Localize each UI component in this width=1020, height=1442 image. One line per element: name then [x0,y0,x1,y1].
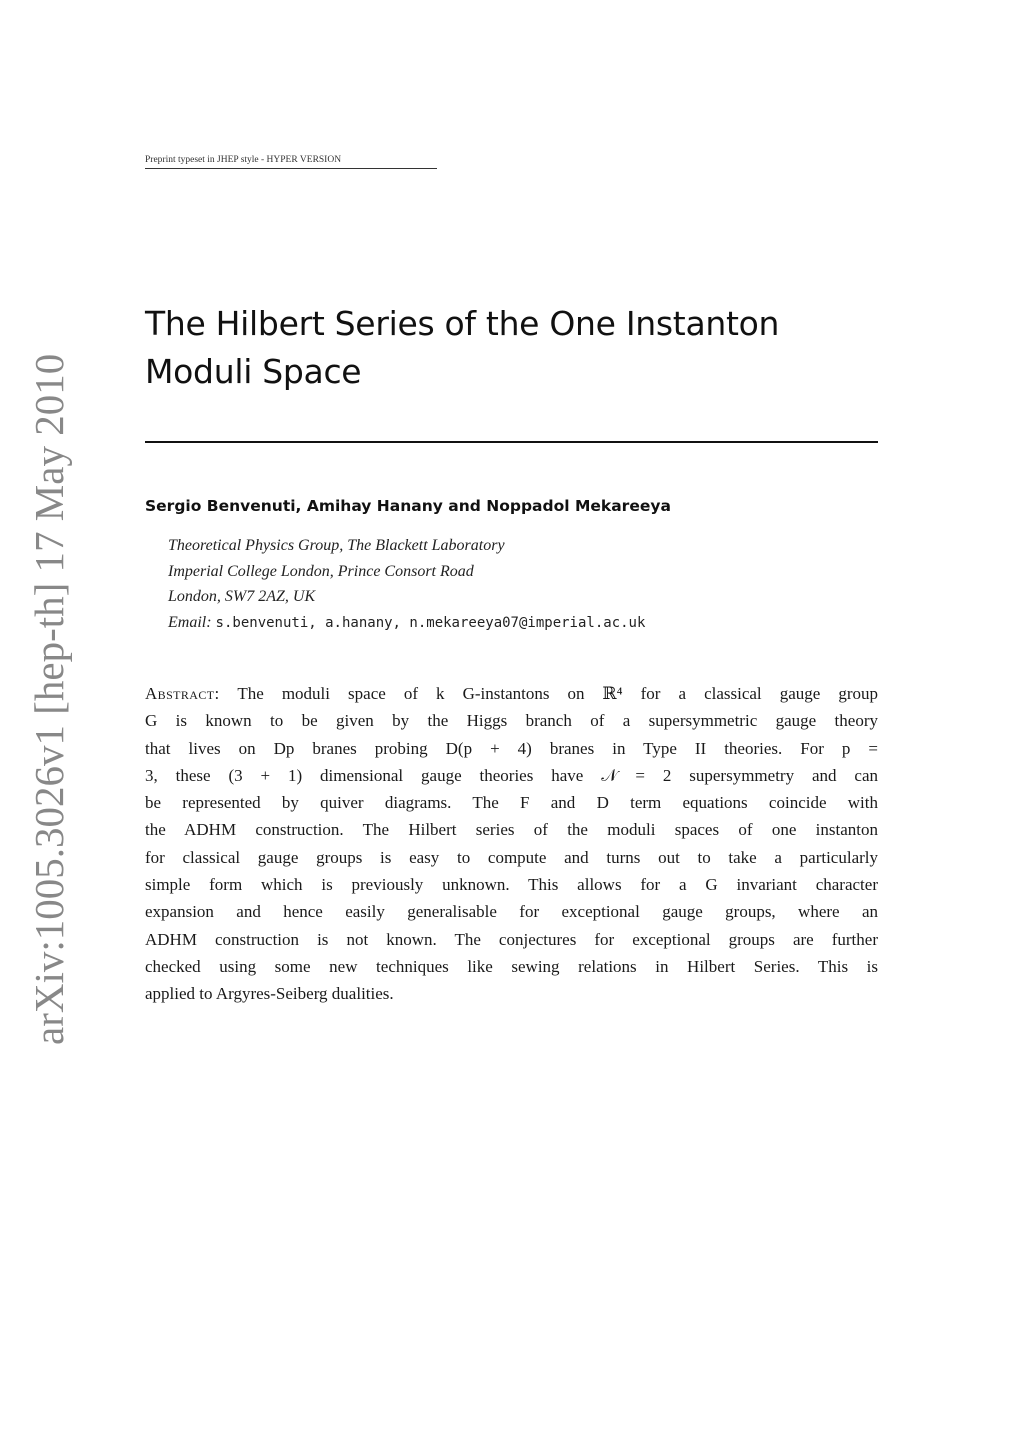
email-label: Email: [168,613,212,631]
author-list: Sergio Benvenuti, Amihay Hanany and Noppadol Mekareeya [145,497,671,515]
title-line-2: Moduli Space [145,352,362,391]
arxiv-sidebar-stamp: arXiv:1005.3026v1 [hep-th] 17 May 2010 [26,353,72,1045]
abstract-line: ADHM construction is not known. The conjectures for exceptional groups are further [145,929,878,949]
title-line-1: The Hilbert Series of the One Instanton [145,304,780,343]
abstract-line-text: The moduli space of k G-instantons on ℝ⁴ for a classical gauge group [237,684,878,703]
abstract-line: G is known to be given by the Higgs branch of a supersymmetric gauge theory [145,711,878,731]
affiliation-line-2: Imperial College London, Prince Consort Road [168,562,474,580]
abstract-line: the ADHM construction. The Hilbert series of the moduli spaces of one instanton [145,820,878,840]
abstract-line: be represented by quiver diagrams. The F and D term equations coincide with [145,793,878,813]
abstract-line: 3, these (3 + 1) dimensional gauge theories have 𝒩 = 2 supersymmetry and can [145,765,878,785]
abstract [145,680,878,1008]
abstract-line [145,680,878,707]
abstract-label: Abstract: [145,684,220,703]
email-address[interactable]: s.benvenuti, a.hanany, n.mekareeya07@imperial.ac.uk [215,614,646,631]
abstract-line: for classical gauge groups is easy to compute and turns out to take a particularly [145,847,878,867]
abstract-line: that lives on Dp branes probing D(p + 4) branes in Type II theories. For p = [145,738,878,758]
preprint-note: Preprint typeset in JHEP style - HYPER VERSION [145,155,437,169]
paper-title [145,300,905,396]
affiliation-line-3: London, SW7 2AZ, UK [168,588,316,605]
abstract-line: expansion and hence easily generalisable for exceptional gauge groups, where an [145,902,878,922]
abstract-line: checked using some new techniques like sewing relations in Hilbert Series. This is [145,956,878,976]
title-rule [145,441,878,443]
affiliation-line-1: Theoretical Physics Group, The Blackett Laboratory [168,537,505,554]
affiliation-block [168,533,645,636]
abstract-line: simple form which is previously unknown. This allows for a G invariant character [145,875,878,895]
email-line [168,610,645,637]
abstract-line: applied to Argyres-Seiberg dualities. [145,984,394,1004]
